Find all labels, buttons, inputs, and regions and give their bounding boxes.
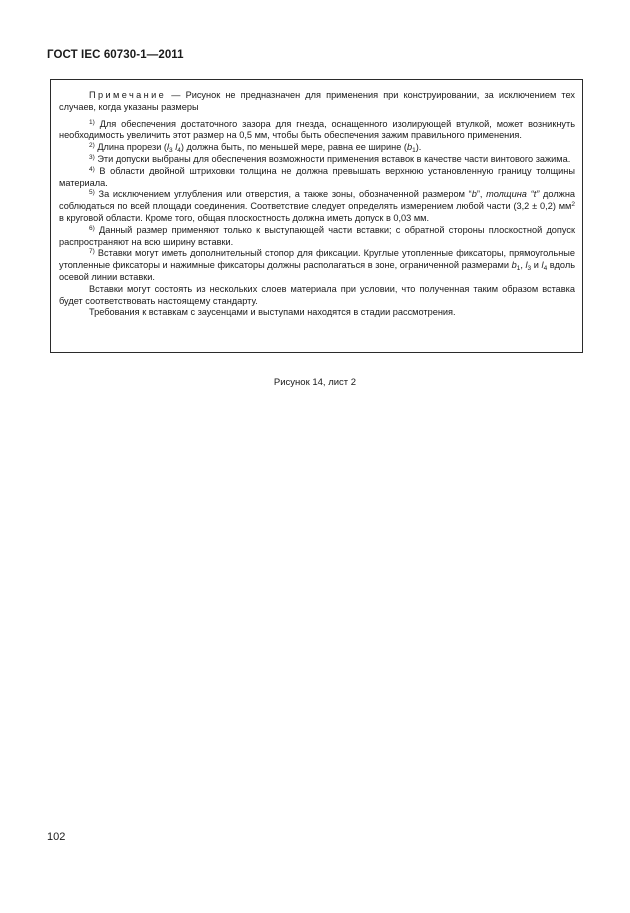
footnote-4: $^{4)}$ В области двойной штриховки толщина не должна превышать верхнюю установленную границу толщины материала. — [59, 165, 575, 188]
figure-caption: Рисунок 14, лист 2 — [273, 377, 357, 388]
note-paragraph-layers: Вставки могут состоять из нескольких слоев материала при условии, что полученная таким образом вставка будет соответствовать настоящему стандарту. — [59, 283, 575, 306]
footnote-1: $^{1)}$ Для обеспечения достаточного зазора для гнезда, оснащенного изолирующей втулкой, может возникнуть необходимость увеличить этот размер на 0,5 мм, чтобы быть обеспечения зажим правильного применения. — [59, 118, 575, 141]
page-number: 102 — [47, 831, 66, 843]
footnote-7: $^{7)}$ Вставки могут иметь дополнительный стопор для фиксации. Круглые утопленные фиксаторы, прямоугольные утопленные фиксаторы и нажимные фиксаторы должны располагаться в зоне, ограниченной размерами $b_1$, $l_3$ и $l_4$ вдоль осевой линии вставки. — [59, 248, 575, 282]
note-paragraph-burrs: Требования к вставкам с заусенцами и выступами находятся в стадии рассмотрения. — [89, 307, 456, 318]
note-intro: Примечание — Рисунок не предназначен для применения при конструировании, за исключением тех случаев, когда указаны размеры — [59, 90, 575, 112]
footnote-6: $^{6)}$ Данный размер применяют только к выступающей части вставки; с обратной стороны плоскостной допуск распространяют на всю ширину вставки. — [59, 224, 575, 247]
footnote-5: $^{5)}$ За исключением углубления или отверстия, а также зоны, обозначенной размером “b”, толщина “t” должна соблюдаться по всей площади соединения. Соответствие следует определять измерением любой части (3,2 ± 0,2) $мм^2$ в круговой области. Кроме того, общая плоскостность должна иметь допуск в 0,03 мм. — [59, 189, 576, 223]
figure-note-box — [50, 79, 583, 353]
footnote-2: $^{2)}$ Длина прорези ($l_3$ $l_4$) должна быть, по меньшей мере, равна ее ширине $(b_1)$. — [89, 142, 422, 155]
footnote-3: $^{3)}$ Эти допуски выбраны для обеспечения возможности применения вставок в качестве части винтового зажима. — [89, 153, 571, 164]
note-label: Примечание — [89, 90, 167, 100]
document-header: ГОСТ IEC 60730-1—2011 — [47, 49, 184, 61]
